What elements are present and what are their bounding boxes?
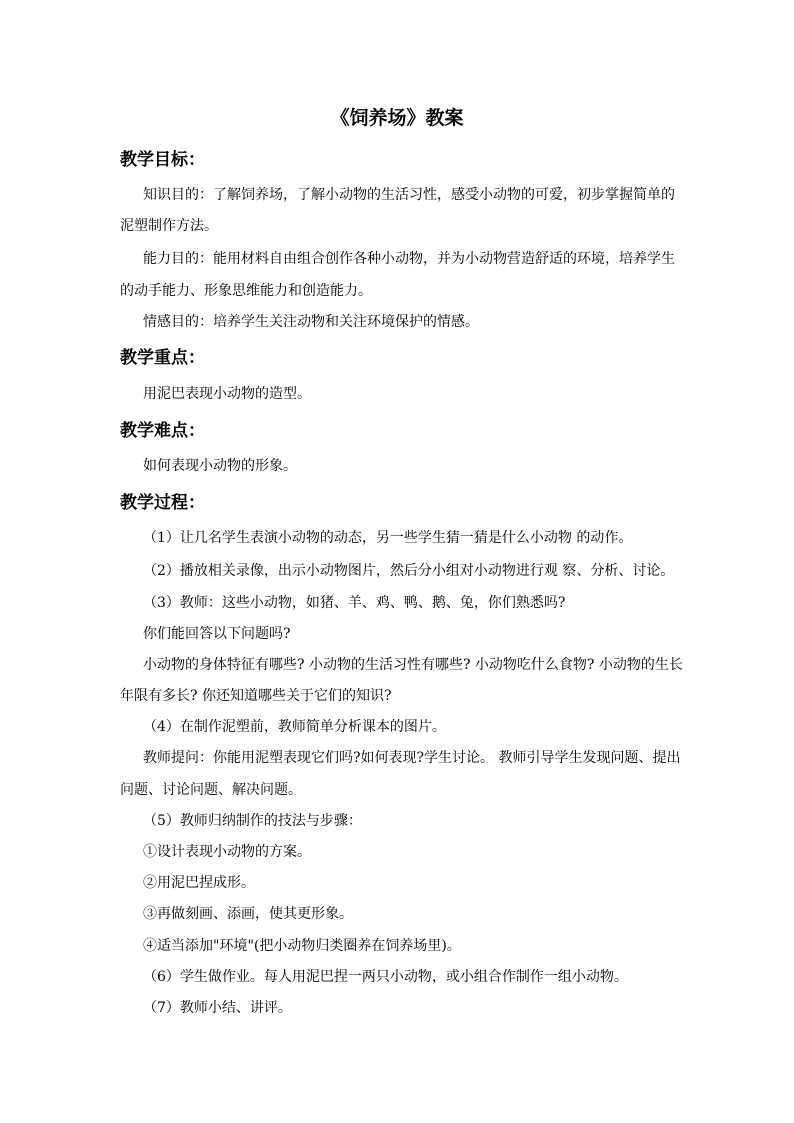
page-title: 《饲养场》教案 [330, 107, 464, 129]
process-line: 教师提问：你能用泥塑表现它们吗?如何表现?学生讨论。 教师引导学生发现问题、提出 [143, 750, 681, 766]
process-line: （1）让几名学生表演小动物的动态，另一些学生猜一猜是什么小动物 的动作。 [143, 530, 633, 546]
process-line: 年限有多长? 你还知道哪些关于它们的知识? [120, 688, 392, 704]
objective-knowledge-line-2: 泥塑制作方法。 [120, 218, 218, 234]
process-line: （2）播放相关录像，出示小动物图片，然后分小组对小动物进行观 察、分析、讨论。 [143, 563, 675, 579]
process-line: （7）教师小结、讲评。 [143, 1000, 292, 1016]
process-line: （4）在制作泥塑前，教师简单分析课本的图片。 [143, 719, 446, 735]
process-line: （5）教师归纳制作的技法与步骤： [143, 813, 362, 829]
process-line: 问题、讨论问题、解决问题。 [120, 782, 302, 798]
process-line: ③再做刻画、添画，使其更形象。 [143, 906, 353, 922]
heading-objectives: 教学目标： [120, 150, 205, 170]
process-line: ②用泥巴捏成形。 [143, 875, 255, 891]
process-line: 小动物的身体特征有哪些? 小动物的生活习性有哪些? 小动物吃什么食物? 小动物的生长 [143, 657, 683, 673]
process-line: （6）学生做作业。每人用泥巴捏一两只小动物，或小组合作制作一组小动物。 [143, 969, 628, 985]
difficulty-text: 如何表现小动物的形象。 [143, 458, 297, 474]
objective-ability-line-2: 的动手能力、形象思维能力和创造能力。 [120, 283, 372, 299]
key-point-text: 用泥巴表现小动物的造型。 [143, 386, 311, 402]
objective-knowledge-line-1: 知识目的：了解饲养场，了解小动物的生活习性，感受小动物的可爱，初步掌握简单的 [143, 187, 675, 203]
objective-ability-line-1: 能力目的：能用材料自由组合创作各种小动物，并为小动物营造舒适的环境，培养学生 [143, 251, 675, 267]
heading-process: 教学过程： [120, 493, 205, 513]
heading-key-point: 教学重点： [120, 348, 205, 368]
process-line: （3）教师：这些小动物，如猪、羊、鸡、鸭、鹅、兔，你们熟悉吗? [143, 595, 566, 611]
heading-difficulty: 教学难点： [120, 421, 205, 441]
process-line: 你们能回答以下问题吗? [143, 626, 291, 642]
objective-emotion-line: 情感目的：培养学生关注动物和关注环境保护的情感。 [143, 314, 479, 330]
process-line: ④适当添加"环境"(把小动物归类圈养在饲养场里)。 [143, 938, 461, 954]
process-line: ①设计表现小动物的方案。 [143, 844, 311, 860]
